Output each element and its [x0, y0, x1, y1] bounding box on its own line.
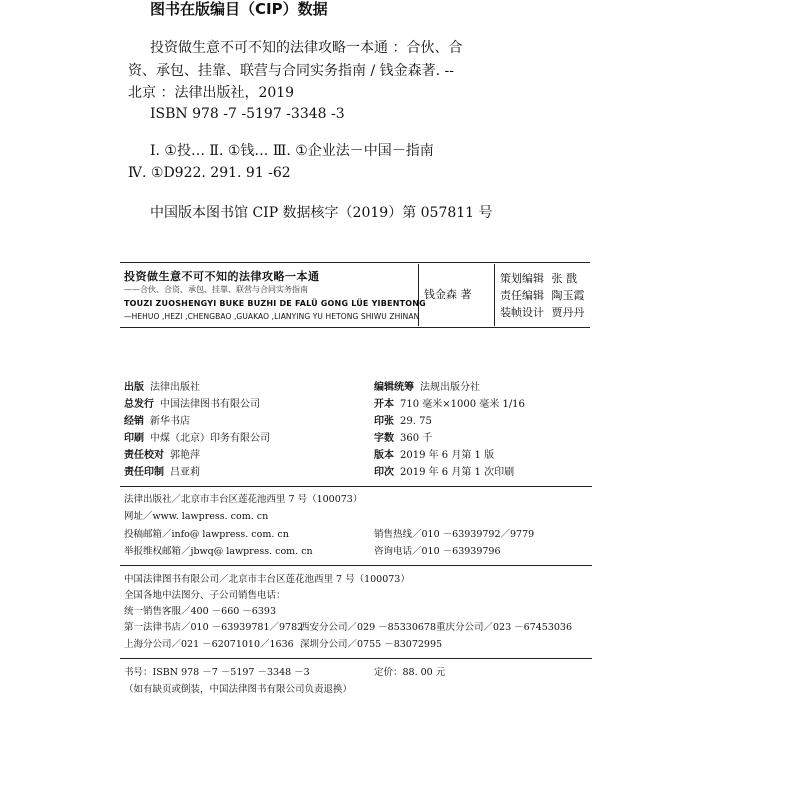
branch-first-law-bookstore: 第一法律书店／010 －63939781／9782 — [124, 622, 304, 633]
cip-class-line-1: Ⅰ. ①投… Ⅱ. ①钱… Ⅲ. ①企业法－中国－指南 — [150, 143, 434, 159]
publisher-sales-hotline: 销售热线／010 －63939792／9779 — [374, 529, 535, 540]
info-seller: 经销 新华书店 — [124, 416, 190, 427]
branch-chongqing: 重庆分公司／023 －67453036 — [436, 622, 573, 633]
banner-bottom-rule — [120, 327, 590, 328]
distributor-address: 中国法律图书有限公司／北京市丰台区莲花池西里 7 号（100073） — [124, 574, 410, 585]
editor-responsible — [500, 289, 585, 303]
editor-role: 装帧设计 — [500, 306, 544, 319]
book-price: 定价：88. 00 元 — [374, 667, 446, 678]
cip-class-line-2: Ⅳ. ①D922. 291. 91 -62 — [128, 165, 291, 181]
editor-planning — [500, 272, 577, 286]
publisher-address: 法律出版社／北京市丰台区莲花池西里 7 号（100073） — [124, 494, 363, 505]
info-print-manager: 责任印制 吕亚莉 — [124, 467, 200, 478]
editor-name: 张 戬 — [551, 272, 577, 285]
editor-design — [500, 306, 585, 320]
editor-role: 责任编辑 — [500, 289, 544, 302]
distributor-unified-service: 统一销售客服／400 －660 －6393 — [124, 606, 276, 617]
info-bottom-rule — [120, 486, 592, 487]
info-printing: 印次 2019 年 6 月第 1 次印刷 — [374, 467, 515, 478]
info-publisher: 出版 法律出版社 — [124, 382, 200, 393]
info-editorial: 编辑统筹 法规出版分社 — [374, 382, 480, 393]
banner-author: 钱金森 著 — [424, 288, 472, 301]
banner-divider-2 — [494, 264, 495, 326]
publisher-report-email: 举报维权邮箱／jbwq@ lawpress. com. cn — [124, 546, 313, 557]
info-proofreader: 责任校对 郭艳萍 — [124, 450, 200, 461]
book-number: 书号：ISBN 978 －7 －5197 －3348 －3 — [124, 667, 310, 678]
branch-shanghai: 上海分公司／021 －62071010／1636 — [124, 639, 294, 650]
branch-shenzhen: 深圳分公司／0755 －83072995 — [300, 639, 443, 650]
banner-title: 投资做生意不可不知的法律攻略一本通 — [124, 270, 320, 283]
banner-top-rule — [120, 262, 590, 263]
cip-line-2: 资、承包、挂靠、联营与合同实务指南 / 钱金森著. -- — [128, 63, 454, 79]
banner-divider-1 — [418, 264, 419, 326]
distributor-branches-intro: 全国各地中法图分、子公司销售电话： — [124, 590, 286, 601]
return-note: （如有缺页或倒装，中国法律图书有限公司负责退换） — [124, 684, 353, 695]
banner-subtitle: ——合伙、合资、承包、挂靠、联营与合同实务指南 — [124, 285, 308, 294]
cip-line-1: 投资做生意不可不知的法律攻略一本通 ：合伙、合 — [150, 40, 463, 56]
editor-name: 陶玉霞 — [551, 289, 585, 302]
banner-pinyin-subtitle: —HEHUO ,HEZI ,CHENGBAO ,GUAKAO ,LIANYING YU HETONG SHIWU ZHINAN — [124, 312, 420, 321]
cip-title: 图书在版编目（CIP）数据 — [150, 0, 328, 18]
info-word-count: 字数 360 千 — [374, 433, 433, 444]
cip-data-number: 中国版本图书馆 CIP 数据核字（2019）第 057811 号 — [150, 205, 493, 221]
info-edition: 版本 2019 年 6 月第 1 版 — [374, 450, 495, 461]
info-sheets: 印张 29. 75 — [374, 416, 432, 427]
publisher-submit-email: 投稿邮箱／info@ lawpress. com. cn — [124, 529, 289, 540]
branch-xian: 西安分公司／029 －85330678 — [300, 622, 437, 633]
cip-isbn: ISBN 978 -7 -5197 -3348 -3 — [150, 106, 345, 122]
cip-line-3: 北京 ：法律出版社，2019 — [128, 85, 295, 101]
distributor-bottom-rule — [120, 658, 592, 659]
banner-pinyin-title: TOUZI ZUOSHENGYI BUKE BUZHI DE FALÜ GONG LÜE YIBENTONG — [124, 299, 426, 308]
publisher-website: 网址／www. lawpress. com. cn — [124, 511, 269, 522]
info-distributor: 总发行 中国法律图书有限公司 — [124, 399, 260, 410]
info-printer: 印刷 中煤（北京）印务有限公司 — [124, 433, 270, 444]
info-format: 开本 710 毫米×1000 毫米 1/16 — [374, 399, 525, 410]
publisher-bottom-rule — [120, 565, 592, 566]
editor-role: 策划编辑 — [500, 272, 544, 285]
publisher-consult-phone: 咨询电话／010 －63939796 — [374, 546, 501, 557]
editor-name: 贾丹丹 — [551, 306, 585, 319]
